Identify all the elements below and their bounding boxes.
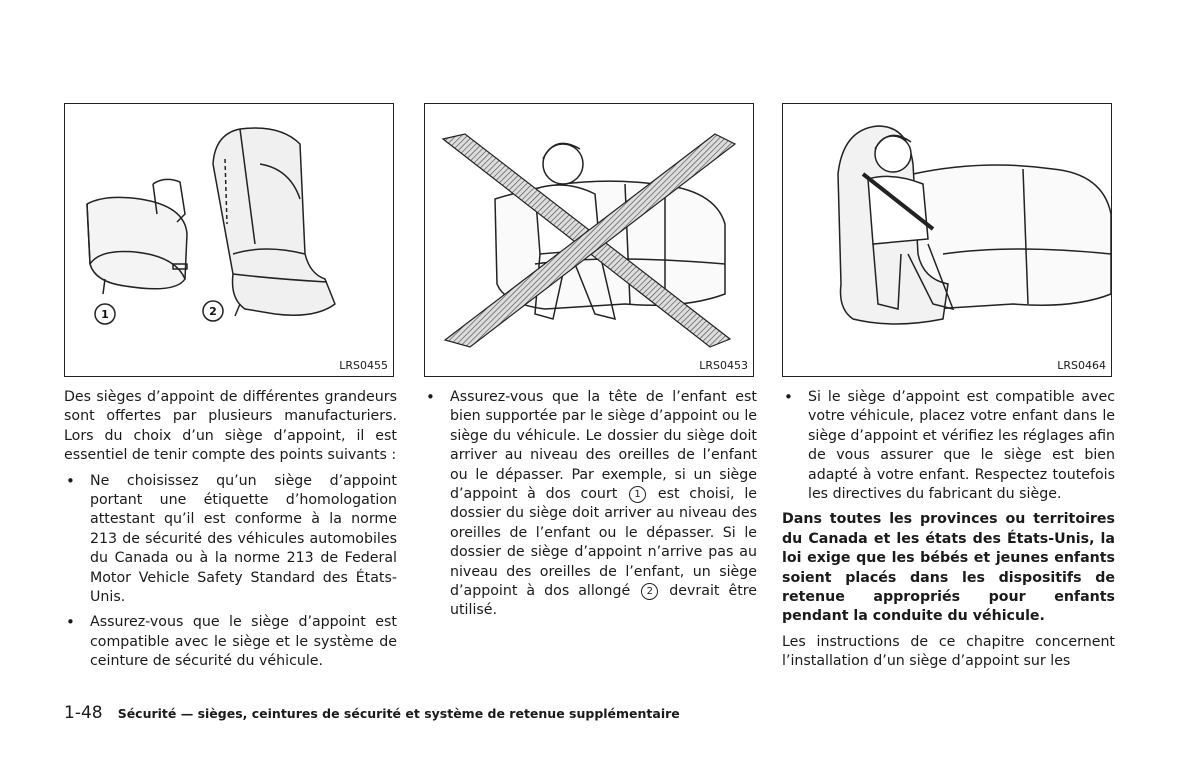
incorrect-fit-illustration: [425, 104, 755, 378]
callout-2: 2: [209, 305, 217, 318]
law-paragraph: Dans toutes les provinces ou territoires du Canada et les états des États-Unis, la loi exige que les bébés et jeunes enfants soient placés dans les dispositifs de retenue appropriés pour enfants pendant la conduite du véhicule.: [782, 511, 1115, 625]
bullet-text-part-2: est choisi, le dossier du siège doit arriver au niveau des oreilles de l’enfant ou le dépasser. Si le dossier de siège d’appoint n’arrive pas au niveau des oreilles de l’enfant, un siège d’appoint à dos allongé: [450, 486, 757, 600]
bullet-adjustment: • Si le siège d’appoint est compatible avec votre véhicule, placez votre enfant dans le siège d’appoint et vérifiez les réglages afin de vous assurer que le siège est bien adapté à votre enfant. Respectez toutefois les directives du fabricant du siège.: [782, 388, 1115, 504]
text-column-3: [782, 388, 1115, 678]
figure-correct-fit: [782, 103, 1112, 377]
circled-number-1: 1: [629, 486, 646, 503]
bullet-certification: • Ne choisissez qu’un siège d’appoint portant une étiquette d’homologation attestant qu’il est conforme à la norme 213 de sécurité des véhicules automobiles du Canada ou à la norme 213 de Federal Motor Vehicle Safety Standard des États-Unis.: [64, 472, 397, 608]
figure-code: LRS0455: [339, 359, 388, 372]
figure-booster-seats: [64, 103, 394, 377]
bullet-head-support: [424, 388, 757, 621]
figure-code: LRS0464: [1057, 359, 1106, 372]
section-title: Sécurité — sièges, ceintures de sécurité et système de retenue supplémentaire: [117, 706, 680, 721]
instructions-paragraph: Les instructions de ce chapitre concernent l’installation d’un siège d’appoint sur les: [782, 633, 1115, 670]
intro-paragraph: Des sièges d’appoint de différentes grandeurs sont offertes par plusieurs manufacturiers. Lors du choix d’un siège d’appoint, il est essentiel de tenir compte des points suivants :: [64, 389, 397, 464]
figure-incorrect-fit: [424, 103, 754, 377]
bullet-text-part-3: devrait être utilisé.: [450, 583, 758, 619]
page-footer: [64, 703, 680, 723]
circled-number-2: 2: [641, 583, 658, 600]
text-column-1: [64, 388, 397, 678]
page-number: 1-48: [64, 703, 103, 723]
booster-seats-illustration: [65, 104, 395, 378]
bullet-compatibility: • Assurez-vous que le siège d’appoint est compatible avec le siège et le système de ceinture de sécurité du véhicule.: [64, 613, 397, 671]
text-column-2: [424, 388, 757, 627]
figure-code: LRS0453: [699, 359, 748, 372]
correct-fit-illustration: [783, 104, 1113, 378]
callout-1: 1: [101, 308, 109, 321]
bullet-text-part-1: Assurez-vous que la tête de l’enfant est bien supportée par le siège d’appoint ou le siège du véhicule. Le dossier du siège doit arriver au niveau des oreilles de l’enfant ou le dépasser. Par exemple, si un siège d’appoint à dos court: [450, 389, 757, 503]
